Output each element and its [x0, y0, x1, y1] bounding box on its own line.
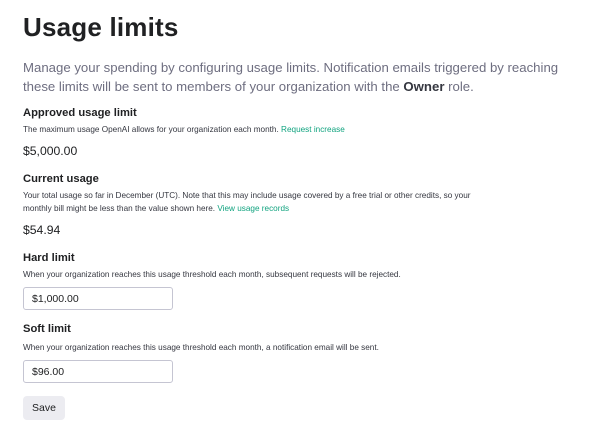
- page-description-text: Manage your spending by configuring usage limits. Notification emails triggered by reaching these limits will be sent to members of your organization with the: [23, 60, 559, 94]
- hard-limit-help: When your organization reaches this usage threshold each month, subsequent requests will be rejected.: [23, 270, 401, 279]
- request-increase-link[interactable]: Request increase: [281, 125, 345, 134]
- approved-limit-label: Approved usage limit: [23, 107, 137, 119]
- current-usage-help-text: Your total usage so far in December (UTC). Note that this may include usage covered by a free trial or other credits, so your monthly bill might be less than the value shown here.: [23, 191, 471, 213]
- current-usage-value: $54.94: [23, 223, 61, 237]
- hard-limit-label: Hard limit: [23, 252, 75, 264]
- view-usage-records-link[interactable]: View usage records: [217, 204, 290, 213]
- page-title: Usage limits: [23, 12, 179, 42]
- soft-limit-input[interactable]: [23, 360, 173, 383]
- soft-limit-label: Soft limit: [23, 323, 71, 335]
- save-button[interactable]: Save: [23, 396, 65, 420]
- approved-limit-value: $5,000.00: [23, 144, 78, 158]
- page-description-suffix: role.: [444, 79, 474, 94]
- current-usage-label: Current usage: [23, 173, 99, 185]
- owner-role-label: Owner: [403, 79, 445, 94]
- hard-limit-input[interactable]: [23, 287, 173, 310]
- page-description: [23, 58, 583, 96]
- soft-limit-help: When your organization reaches this usage threshold each month, a notification email will be sent.: [23, 343, 379, 352]
- approved-limit-help-text: The maximum usage OpenAI allows for your organization each month.: [23, 125, 282, 134]
- current-usage-help: [23, 189, 473, 215]
- approved-limit-help: [23, 123, 583, 136]
